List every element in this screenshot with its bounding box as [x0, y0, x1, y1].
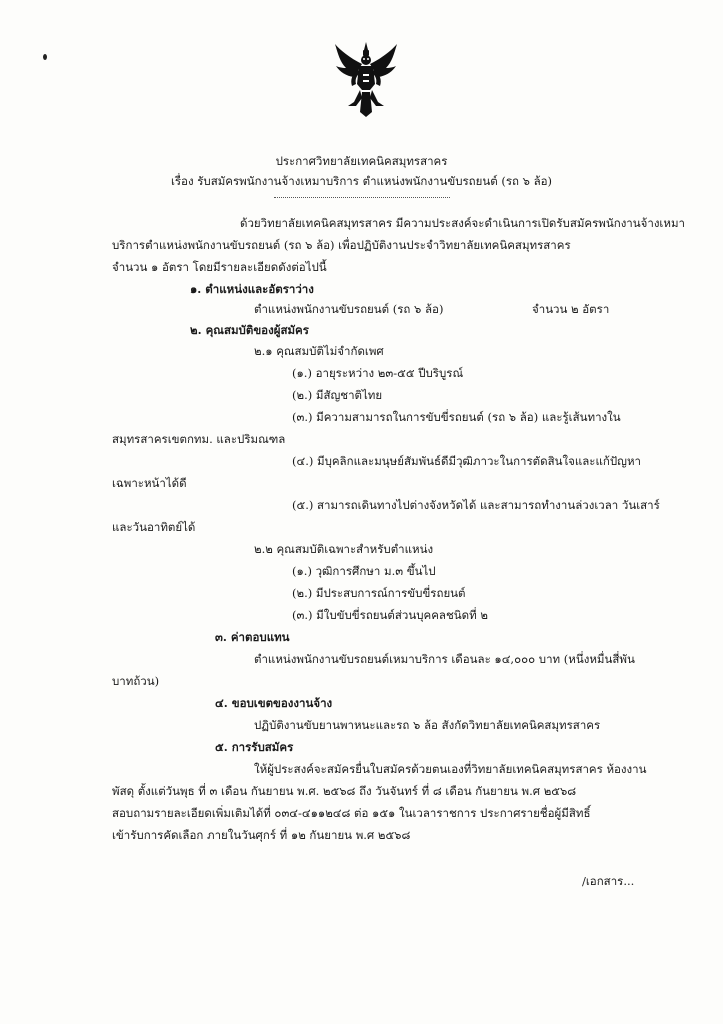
- qualification-general-heading: ๒.๑ คุณสมบัติไม่จำกัดเพศ: [254, 344, 384, 358]
- application-line-4: เข้ารับการคัดเลือก ภายในวันศุกร์ ที่ ๑๒ กันยายน พ.ศ ๒๕๖๘: [112, 828, 411, 842]
- qualification-item: (๔.) มีบุคลิกและมนุษย์สัมพันธ์ดีมีวุฒิภาวะในการตัดสินใจและแก้ปัญหา: [292, 454, 641, 468]
- application-line-1: ให้ผู้ประสงค์จะสมัครยื่นใบสมัครด้วยตนเองที่วิทยาลัยเทคนิคสมุทรสาคร ห้องงาน: [254, 762, 647, 776]
- position-name: ตำแหน่งพนักงานขับรถยนต์ (รถ ๖ ล้อ): [254, 302, 444, 316]
- qualification-item-continued: และวันอาทิตย์ได้: [112, 520, 196, 534]
- qualification-item: (๑.) วุฒิการศึกษา ม.๓ ขึ้นไป: [292, 564, 436, 578]
- scan-speck: [43, 54, 47, 60]
- compensation-line-2: บาทถ้วน): [112, 674, 160, 688]
- qualification-item: (๑.) อายุระหว่าง ๒๓-๕๕ ปีบริบูรณ์: [292, 366, 464, 380]
- garuda-emblem-icon: [332, 40, 400, 118]
- application-line-2: พัสดุ ตั้งแต่วันพุธ ที่ ๓ เดือน กันยายน พ.ศ. ๒๕๖๘ ถึง วันจันทร์ ที่ ๘ เดือน กันยายน พ.ศ ๒๕๖๘: [112, 784, 577, 798]
- intro-line-1: ด้วยวิทยาลัยเทคนิคสมุทรสาคร มีความประสงค์จะดำเนินการเปิดรับสมัครพนักงานจ้างเหมา: [240, 216, 685, 230]
- header-divider: [274, 197, 450, 198]
- section-1-heading: ๑. ตำแหน่งและอัตราว่าง: [190, 282, 314, 296]
- intro-line-3: จำนวน ๑ อัตรา โดยมีรายละเอียดดังต่อไปนี้: [112, 260, 327, 274]
- announcement-title: ประกาศวิทยาลัยเทคนิคสมุทรสาคร: [275, 154, 448, 168]
- qualification-item: (๕.) สามารถเดินทางไปต่างจังหวัดได้ และสามารถทำงานล่วงเวลา วันเสาร์: [292, 498, 660, 512]
- qualification-item-continued: สมุทรสาครเขตกทม. และปริมณฑล: [112, 432, 286, 446]
- intro-line-2: บริการตำแหน่งพนักงานขับรถยนต์ (รถ ๖ ล้อ) เพื่อปฏิบัติงานประจำวิทยาลัยเทคนิคสมุทรสาคร: [112, 238, 571, 252]
- section-5-heading: ๕. การรับสมัคร: [215, 740, 294, 754]
- qualification-item: (๓.) มีความสามารถในการขับขี่รถยนต์ (รถ ๖ ล้อ) และรู้เส้นทางใน: [292, 410, 621, 424]
- scope-line: ปฏิบัติงานขับยานพาหนะและรถ ๖ ล้อ สังกัดวิทยาลัยเทคนิคสมุทรสาคร: [254, 718, 601, 732]
- qualification-specific-heading: ๒.๒ คุณสมบัติเฉพาะสำหรับตำแหน่ง: [254, 542, 434, 556]
- continued-marker: /เอกสาร...: [582, 874, 635, 888]
- section-2-heading: ๒. คุณสมบัติของผู้สมัคร: [190, 323, 309, 337]
- position-count: จำนวน ๒ อัตรา: [532, 302, 610, 316]
- qualification-item: (๒.) มีประสบการณ์การขับขี่รถยนต์: [292, 586, 466, 600]
- compensation-line-1: ตำแหน่งพนักงานขับรถยนต์เหมาบริการ เดือนละ ๑๔,๐๐๐ บาท (หนึ่งหมื่นสี่พัน: [254, 652, 635, 666]
- section-4-heading: ๔. ขอบเขตของงานจ้าง: [215, 696, 333, 710]
- section-3-heading: ๓. ค่าตอบแทน: [215, 630, 290, 644]
- announcement-subject: เรื่อง รับสมัครพนักงานจ้างเหมาบริการ ตำแหน่งพนักงานขับรถยนต์ (รถ ๖ ล้อ): [170, 174, 553, 188]
- qualification-item-continued: เฉพาะหน้าได้ดี: [112, 476, 187, 490]
- qualification-item: (๒.) มีสัญชาติไทย: [292, 388, 383, 402]
- qualification-item: (๓.) มีใบขับขี่รถยนต์ส่วนบุคคลชนิดที่ ๒: [292, 608, 488, 622]
- application-line-3: สอบถามรายละเอียดเพิ่มเติมได้ที่ ๐๓๔-๔๑๑๒๔๘ ต่อ ๑๕๑ ในเวลาราชการ ประกาศรายชื่อผู้มีสิทธิ์: [112, 806, 591, 820]
